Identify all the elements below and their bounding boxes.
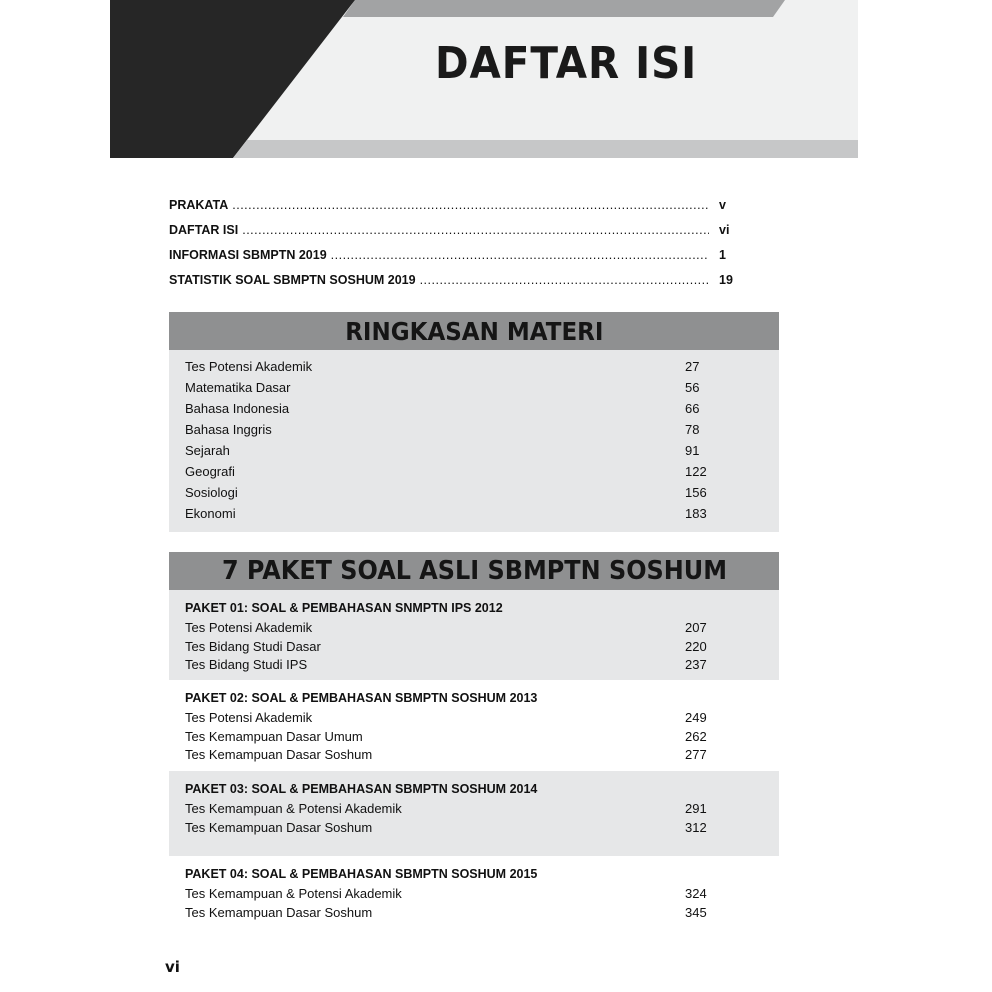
toc-entry-label: Tes Bidang Studi IPS: [185, 657, 308, 673]
toc-entry-label: Tes Potensi Akademik: [185, 619, 313, 635]
toc-entry-label: Tes Kemampuan Dasar Soshum: [185, 904, 373, 920]
toc-entry-page: 324: [685, 885, 707, 901]
toc-entry-page: 249: [685, 709, 707, 725]
page-number: vi: [165, 958, 180, 976]
toc-entry[interactable]: [169, 799, 779, 818]
toc-entry-label: Tes Potensi Akademik: [185, 709, 313, 725]
paket-title[interactable]: PAKET 02: SOAL & PEMBAHASAN SBMPTN SOSHUM 2013: [185, 691, 538, 705]
chapter-header: [110, 0, 858, 158]
dot-leader: [232, 198, 709, 212]
toc-entry[interactable]: [169, 273, 759, 298]
toc-entry[interactable]: [169, 356, 779, 377]
toc-entry[interactable]: [169, 248, 759, 273]
toc-entry[interactable]: [169, 655, 779, 674]
toc-entry[interactable]: [169, 618, 779, 637]
toc-entry[interactable]: [169, 884, 779, 903]
toc-entry-label: Ekonomi: [185, 506, 236, 521]
toc-entry-page: 78: [685, 422, 700, 437]
toc-entry-label: Bahasa Inggris: [185, 422, 272, 437]
toc-entry-page: 262: [685, 728, 707, 744]
toc-entry-label: Tes Kemampuan Dasar Soshum: [185, 747, 373, 763]
toc-entry[interactable]: [169, 461, 779, 482]
paket-block: [169, 771, 779, 856]
dot-leader: [331, 248, 709, 262]
toc-entry-label: Sosiologi: [185, 485, 238, 500]
dot-leader: [242, 223, 709, 237]
dot-leader: [420, 273, 709, 287]
toc-entry-label: Bahasa Indonesia: [185, 401, 290, 416]
toc-entry[interactable]: [169, 637, 779, 656]
paket-title[interactable]: PAKET 04: SOAL & PEMBAHASAN SBMPTN SOSHUM 2015: [185, 867, 538, 881]
paket-section: [169, 552, 779, 936]
toc-entry-label: Geografi: [185, 464, 235, 479]
toc-entry-page: 183: [685, 506, 707, 521]
toc-entry-label: Tes Potensi Akademik: [185, 359, 313, 374]
toc-entry-page: 345: [685, 904, 707, 920]
toc-entry-page: 207: [685, 619, 707, 635]
toc-entry-label: Tes Kemampuan & Potensi Akademik: [185, 800, 402, 816]
toc-entry-label: DAFTAR ISI: [169, 223, 239, 237]
toc-entry-label: Tes Kemampuan Dasar Soshum: [185, 819, 373, 835]
section-heading-text: RINGKASAN MATERI: [344, 316, 604, 346]
toc-entry-page: 1: [719, 248, 726, 262]
toc-entry-page: 220: [685, 638, 707, 654]
toc-entry[interactable]: [169, 903, 779, 922]
toc-entry-page: 277: [685, 747, 707, 763]
toc-entry-page: 312: [685, 819, 707, 835]
toc-entry[interactable]: [169, 818, 779, 837]
paket-block: [169, 680, 779, 771]
toc-entry-page: 122: [685, 464, 707, 479]
toc-entry-label: Tes Bidang Studi Dasar: [185, 638, 321, 654]
toc-entry-label: Sejarah: [185, 443, 230, 458]
toc-entry[interactable]: [169, 482, 779, 503]
paket-block: [169, 590, 779, 680]
toc-entry-page: 66: [685, 401, 700, 416]
toc-entry[interactable]: [169, 708, 779, 727]
section-heading: [169, 312, 779, 350]
toc-entry[interactable]: [169, 745, 779, 764]
toc-entry-page: vi: [719, 223, 730, 237]
toc-entry[interactable]: [169, 727, 779, 746]
paket-title[interactable]: PAKET 01: SOAL & PEMBAHASAN SNMPTN IPS 2012: [185, 601, 503, 615]
toc-entry-label: Matematika Dasar: [185, 380, 291, 395]
page-title: DAFTAR ISI: [435, 38, 698, 89]
toc-entry-page: 56: [685, 380, 700, 395]
toc-entry-page: 91: [685, 443, 700, 458]
toc-entry-page: 291: [685, 800, 707, 816]
toc-entry-page: 237: [685, 657, 707, 673]
paket-block: [169, 856, 779, 936]
toc-entry-page: 19: [719, 273, 733, 287]
section-heading: [169, 552, 779, 590]
section-heading-text: 7 PAKET SOAL ASLI SBMPTN SOSHUM: [221, 556, 727, 586]
toc-entry-label: INFORMASI SBMPTN 2019: [169, 248, 327, 262]
toc-entry[interactable]: [169, 223, 759, 248]
toc-entry-label: PRAKATA: [169, 198, 229, 212]
toc-entry-page: v: [719, 198, 726, 212]
toc-entry[interactable]: [169, 503, 779, 524]
toc-entry-label: STATISTIK SOAL SBMPTN SOSHUM 2019: [169, 273, 416, 287]
ringkasan-section: [169, 312, 779, 532]
toc-entry-page: 27: [685, 359, 700, 374]
toc-entry[interactable]: [169, 377, 779, 398]
toc-entry-label: Tes Kemampuan & Potensi Akademik: [185, 885, 402, 901]
toc-entry[interactable]: [169, 440, 779, 461]
toc-entry[interactable]: [169, 398, 779, 419]
toc-entry-label: Tes Kemampuan Dasar Umum: [185, 728, 363, 744]
toc-entry[interactable]: [169, 419, 779, 440]
ringkasan-list: [169, 350, 779, 532]
paket-title[interactable]: PAKET 03: SOAL & PEMBAHASAN SBMPTN SOSHUM 2014: [185, 782, 538, 796]
toc-entry-page: 156: [685, 485, 707, 500]
front-matter-list: [169, 198, 759, 298]
toc-entry[interactable]: [169, 198, 759, 223]
